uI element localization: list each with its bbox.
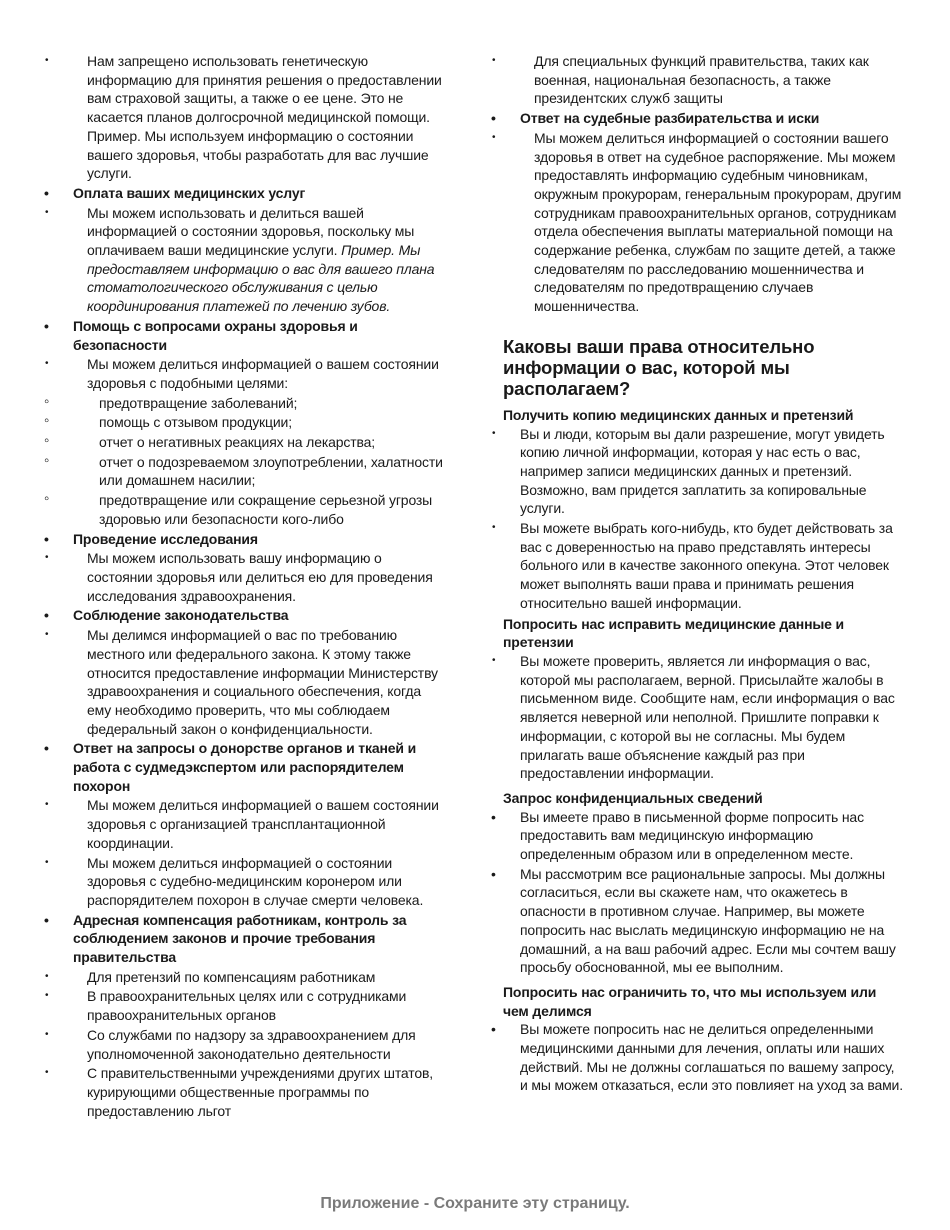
page-footer: Приложение - Сохраните эту страницу.	[320, 1195, 630, 1212]
section-title-payment: • Оплата ваших медицинских услуг	[56, 184, 448, 203]
list-item	[56, 204, 448, 316]
list-item: • Мы рассмотрим все рациональные запросы. Мы должны согласиться, если вы скажете нам, что окажетесь в опасности в противном случае. Например, вы можете попросить нас выслать медицинскую информацию не на домашний, а на ваш рабочий адрес. Если мы сочтем вашу просьбу обоснованной, мы ее выполним.	[503, 865, 903, 977]
list-item: • Вы можете проверить, является ли информация о вас, которой мы располагаем, верной. Присылайте жалобы в письменном виде. Сообщите нам, если информация о вас является неверной или неполной. Пришлите поправки к информации, с которой вы не согласны. Мы будем прилагать ваше объяснение каждый раз при предоставлении информации.	[503, 652, 903, 783]
rights-heading: Каковы ваши права относительно информации о вас, которой мы располагаем?	[503, 335, 815, 399]
subheading-copy: Получить копию медицинских данных и претензий	[503, 406, 854, 423]
list-item: • Мы можем делиться информацией о вашем состоянии здоровья с подобными целями:	[56, 355, 448, 392]
list-item: • Мы можем использовать вашу информацию о состоянии здоровья или делиться ею для проведения исследования здравоохранения.	[56, 549, 448, 605]
list-item: • Вы можете выбрать кого-нибудь, кто будет действовать за вас с доверенностью на право представлять интересы больного или в качестве законного опекуна. Этот человек может выполнять ваши права и принимать решения относительно вашей информации.	[503, 519, 903, 613]
subheading-limit: Попросить нас ограничить то, что мы используем или чем делимся	[503, 983, 877, 1019]
section-title-organ: • Ответ на запросы о донорстве органов и тканей и работа с судмедэкспертом или распорядителем похорон	[56, 739, 448, 795]
section-title-court: • Ответ на судебные разбирательства и иски	[503, 109, 903, 128]
list-item: • Вы можете попросить нас не делиться определенными медицинскими данными для лечения, оплаты или наших действий. Мы не должны соглашаться по вашему запросу, и мы можем отказаться, если это повлияет на уход за вами.	[503, 1020, 903, 1095]
list-item: • Мы делимся информацией о вас по требованию местного или федерального закона. К этому также относится предоставление информации Министерству здравоохранения и социального обеспечения, когда ему необходимо проверить, что мы соблюдаем федеральный закон о конфиденциальности.	[56, 626, 448, 738]
list-item: • Со службами по надзору за здравоохранением для уполномоченной законодательно деятельности	[56, 1026, 448, 1063]
sub-list-item: ◦ отчет о подозреваемом злоупотреблении, халатности или домашнем насилии;	[56, 453, 448, 490]
list-item: • Для претензий по компенсациям работникам	[56, 968, 448, 987]
payment-example: Пример. Мы предоставляем информацию о вас для вашего плана стоматологического обслуживания с целью координирования платежей по лечению зубов.	[87, 242, 435, 315]
list-item: • Мы можем делиться информацией о состоянии здоровья с судебно-медицинским коронером или распорядителем похорон в случае смерти человека.	[56, 854, 448, 910]
list-item: • С правительственными учреждениями других штатов, курирующими общественные программы по предоставлению льгот	[56, 1064, 448, 1120]
payment-text: Мы можем использовать и делиться вашей информацией о состоянии здоровья, поскольку мы оплачиваем ваши медицинские услуги.	[87, 204, 415, 259]
sub-list-item: ◦ предотвращение или сокращение серьезной угрозы здоровью или безопасности кого-либо	[56, 491, 448, 528]
right-column	[503, 52, 903, 1096]
list-item: • Вы и люди, которым вы дали разрешение, могут увидеть копию личной информации, которая у нас есть о вас, например записи медицинских данных и претензий. Возможно, вам придется заплатить за копировальные услуги.	[503, 425, 903, 519]
subheading-confidential: Запрос конфиденциальных сведений	[503, 789, 763, 806]
list-item: • Нам запрещено использовать генетическую информацию для принятия решения о предоставлении вам страховой защиты, а также о ее цене. Это не касается планов долгосрочной медицинской помощи. Пример. Мы используем информацию о состоянии вашего здоровья, чтобы разработать для вас лучшие услуги.	[56, 52, 448, 183]
section-title-law: • Соблюдение законодательства	[56, 606, 448, 625]
list-item: • Для специальных функций правительства, таких как военная, национальная безопасность, а также президентских служб защиты	[503, 52, 903, 108]
sub-list-item: ◦ отчет о негативных реакциях на лекарства;	[56, 433, 448, 452]
list-item: • Мы можем делиться информацией о состоянии вашего здоровья в ответ на судебное распоряжение. Мы можем предоставлять информацию судебным чиновникам, окружным прокурорам, генеральным прокурорам, другим сотрудникам правоохранительных органов, сотрудникам отдела обеспечения выплаты материальной помощи на содержание ребенка, службам по защите детей, а также следователям по расследованию мошенничества и следователям по предотвращению случаев мошенничества.	[503, 129, 903, 316]
left-column	[56, 52, 448, 1121]
subheading-correct: Попросить нас исправить медицинские данные и претензии	[503, 615, 845, 651]
sub-list-item: ◦ предотвращение заболеваний;	[56, 394, 448, 413]
list-item: • В правоохранительных целях или с сотрудниками правоохранительных органов	[56, 987, 448, 1024]
list-item: • Мы можем делиться информацией о вашем состоянии здоровья с организацией трансплантационной координации.	[56, 796, 448, 852]
section-title-safety: • Помощь с вопросами охраны здоровья и безопасности	[56, 317, 448, 354]
list-item: • Вы имеете право в письменной форме попросить нас предоставить вам медицинскую информацию определенным образом или в определенном месте.	[503, 808, 903, 864]
section-title-government: • Адресная компенсация работникам, контроль за соблюдением законов и прочие требования правительства	[56, 911, 448, 967]
section-title-research: • Проведение исследования	[56, 530, 448, 549]
sub-list-item: ◦ помощь с отзывом продукции;	[56, 413, 448, 432]
